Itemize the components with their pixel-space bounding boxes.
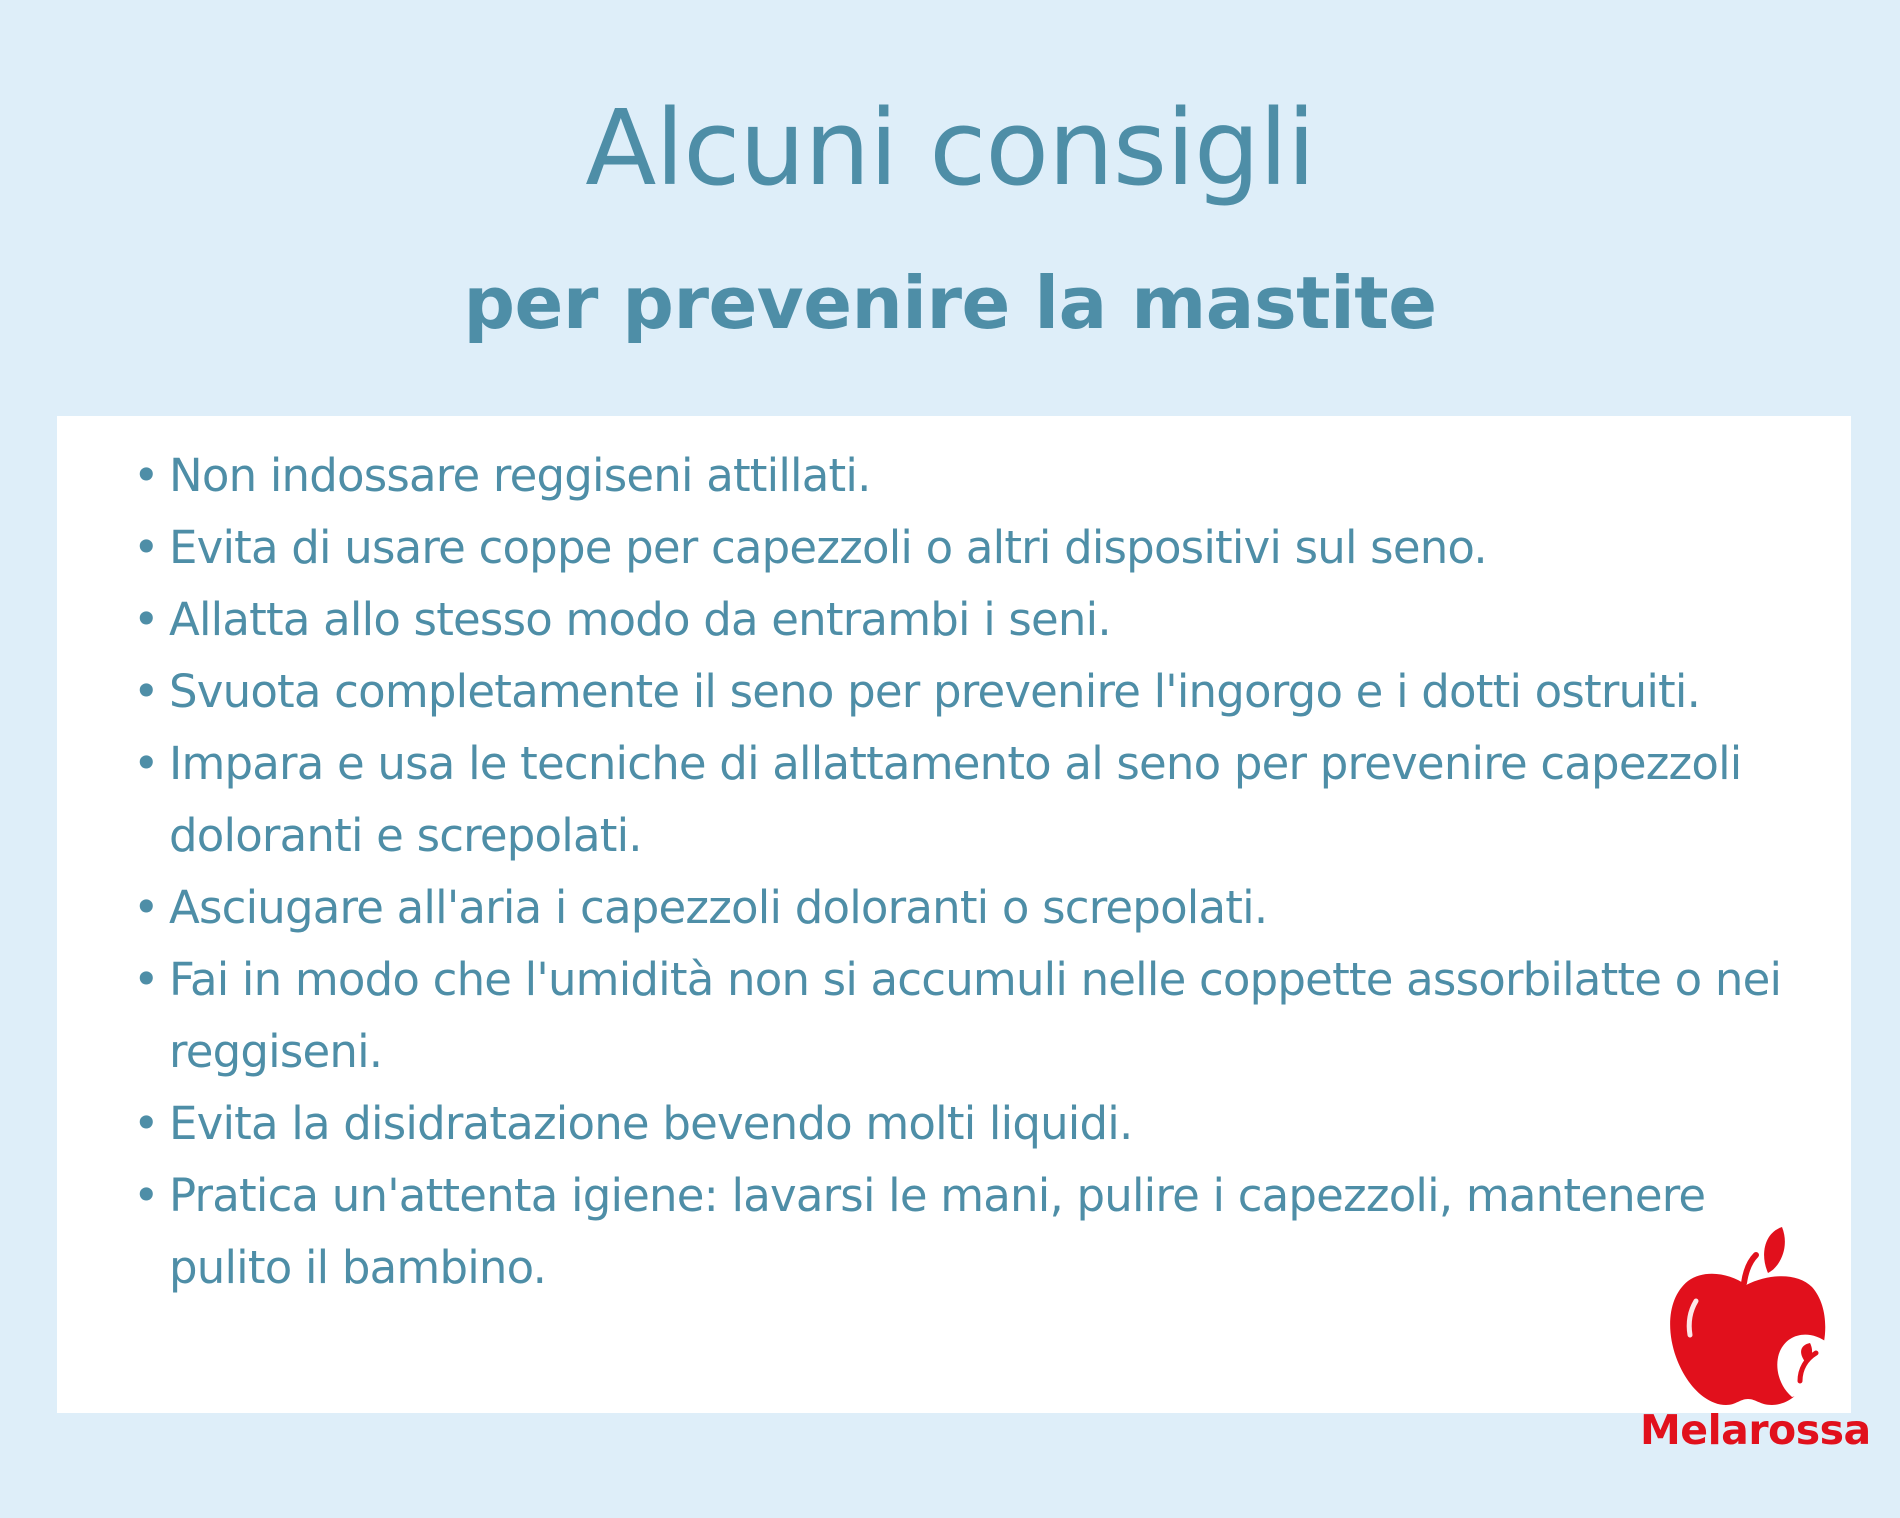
bullet-icon: • <box>133 881 159 934</box>
list-item <box>133 728 1833 872</box>
tip-text: Pratica un'attenta igiene: lavarsi le mani, pulire i capezzoli, mantenere pulito il bambino. <box>169 1169 1706 1294</box>
tip-text: Allatta allo stesso modo da entrambi i seni. <box>169 593 1111 646</box>
bullet-icon: • <box>133 665 159 718</box>
bullet-icon: • <box>133 737 159 790</box>
tip-text: Asciugare all'aria i capezzoli doloranti o screpolati. <box>169 881 1268 934</box>
tips-card <box>57 416 1851 1413</box>
page-subtitle: per prevenire la mastite <box>463 261 1437 345</box>
tip-text: Evita la disidratazione bevendo molti liquidi. <box>169 1097 1133 1150</box>
tip-text: Evita di usare coppe per capezzoli o altri dispositivi sul seno. <box>169 521 1487 574</box>
list-item <box>133 512 1833 584</box>
brand-name: Melarossa <box>1640 1406 1871 1454</box>
tip-text: Non indossare reggiseni attillati. <box>169 449 871 502</box>
list-item <box>133 872 1833 944</box>
list-item <box>133 1088 1833 1160</box>
bullet-icon: • <box>133 521 159 574</box>
list-item <box>133 584 1833 656</box>
bullet-icon: • <box>133 593 159 646</box>
brand-logo <box>1640 1225 1871 1475</box>
list-item <box>133 656 1833 728</box>
bullet-icon: • <box>133 1169 159 1222</box>
tip-text: Impara e usa le tecniche di allattamento al seno per prevenire capezzoli doloranti e screpolati. <box>169 737 1742 862</box>
bullet-icon: • <box>133 449 159 502</box>
apple-logo-icon <box>1660 1225 1840 1405</box>
list-item <box>133 440 1833 512</box>
bullet-icon: • <box>133 1097 159 1150</box>
tip-text: Fai in modo che l'umidità non si accumuli nelle coppette assorbilatte o nei reggiseni. <box>169 953 1782 1078</box>
bullet-icon: • <box>133 953 159 1006</box>
page-title: Alcuni consigli <box>585 87 1315 209</box>
tips-list <box>133 440 1833 1304</box>
list-item <box>133 944 1833 1088</box>
tip-text: Svuota completamente il seno per prevenire l'ingorgo e i dotti ostruiti. <box>169 665 1701 718</box>
list-item <box>133 1160 1833 1304</box>
